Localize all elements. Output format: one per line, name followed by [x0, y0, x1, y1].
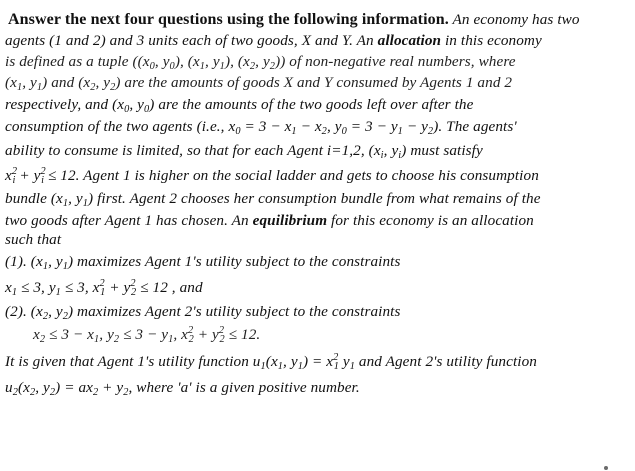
line-3: is defined as a tuple ((x0, y0), (x1, y1), (x2, y2)) of non-negative real numbers, where — [5, 53, 516, 72]
line-13: x1 ≤ 3, y1 ≤ 3, $x^21 + y^22 \le 12$ , and — [5, 277, 203, 298]
keyword-equilibrium: equilibrium — [252, 212, 328, 229]
line-4: (x1, y1) and (x2, y2) are the amounts of goods X and Y consumed by Agents 1 and 2 — [5, 74, 513, 93]
line-17: u2(x2, y2) = ax2 + y2, where 'a' is a given positive number. — [5, 379, 360, 398]
line-2 — [5, 31, 542, 51]
line-14: (2). (x2, y2) maximizes Agent 2's utility subject to the constraints — [5, 303, 401, 322]
line-6: consumption of the two agents (i.e., x0 = 3 − x1 − x2, y0 = 3 − y1 − y2). The agents' — [5, 118, 517, 137]
keyword-allocation: allocation — [377, 32, 442, 49]
line-11: such that — [5, 231, 62, 248]
line-5: respectively, and (x0, y0) are the amounts of the two goods left over after the — [5, 96, 474, 115]
line-15: x2 ≤ 3 − x1, y2 ≤ 3 − y1, $x^22 + y^22 \le 12$. — [33, 324, 261, 345]
line-10: two goods after Agent 1 has chosen. An equilibrium for this economy is an allocation — [5, 212, 534, 229]
text-segment: An economy has two — [452, 11, 580, 28]
heading-text: Answer the next four questions using the following information. — [8, 11, 449, 28]
line-7: ability to consume is limited, so that for each Agent i=1,2, (xi, yi) must satisfy — [5, 142, 483, 161]
text-segment: in this economy — [444, 32, 542, 49]
line-12: (1). (x1, y1) maximizes Agent 1's utility subject to the constraints — [5, 253, 401, 272]
line-16: It is given that Agent 1's utility function u1(x1, $y1) = x^21$ y1 and Agent 2's utility function — [5, 351, 537, 372]
line-9: bundle (x1, y1) first. Agent 2 chooses her consumption bundle from what remains of the — [5, 190, 541, 209]
scan-speck — [604, 466, 608, 470]
text-segment: agents (1 and 2) and 3 units each of two goods, X and Y. An — [5, 32, 374, 49]
text-segment: is defined as a tuple ((x — [5, 53, 150, 70]
line-8: $x^2i + y^2i \le 12$. Agent 1 is higher on the social ladder and gets to choose his consumption — [5, 165, 539, 186]
line-1 — [8, 10, 580, 30]
